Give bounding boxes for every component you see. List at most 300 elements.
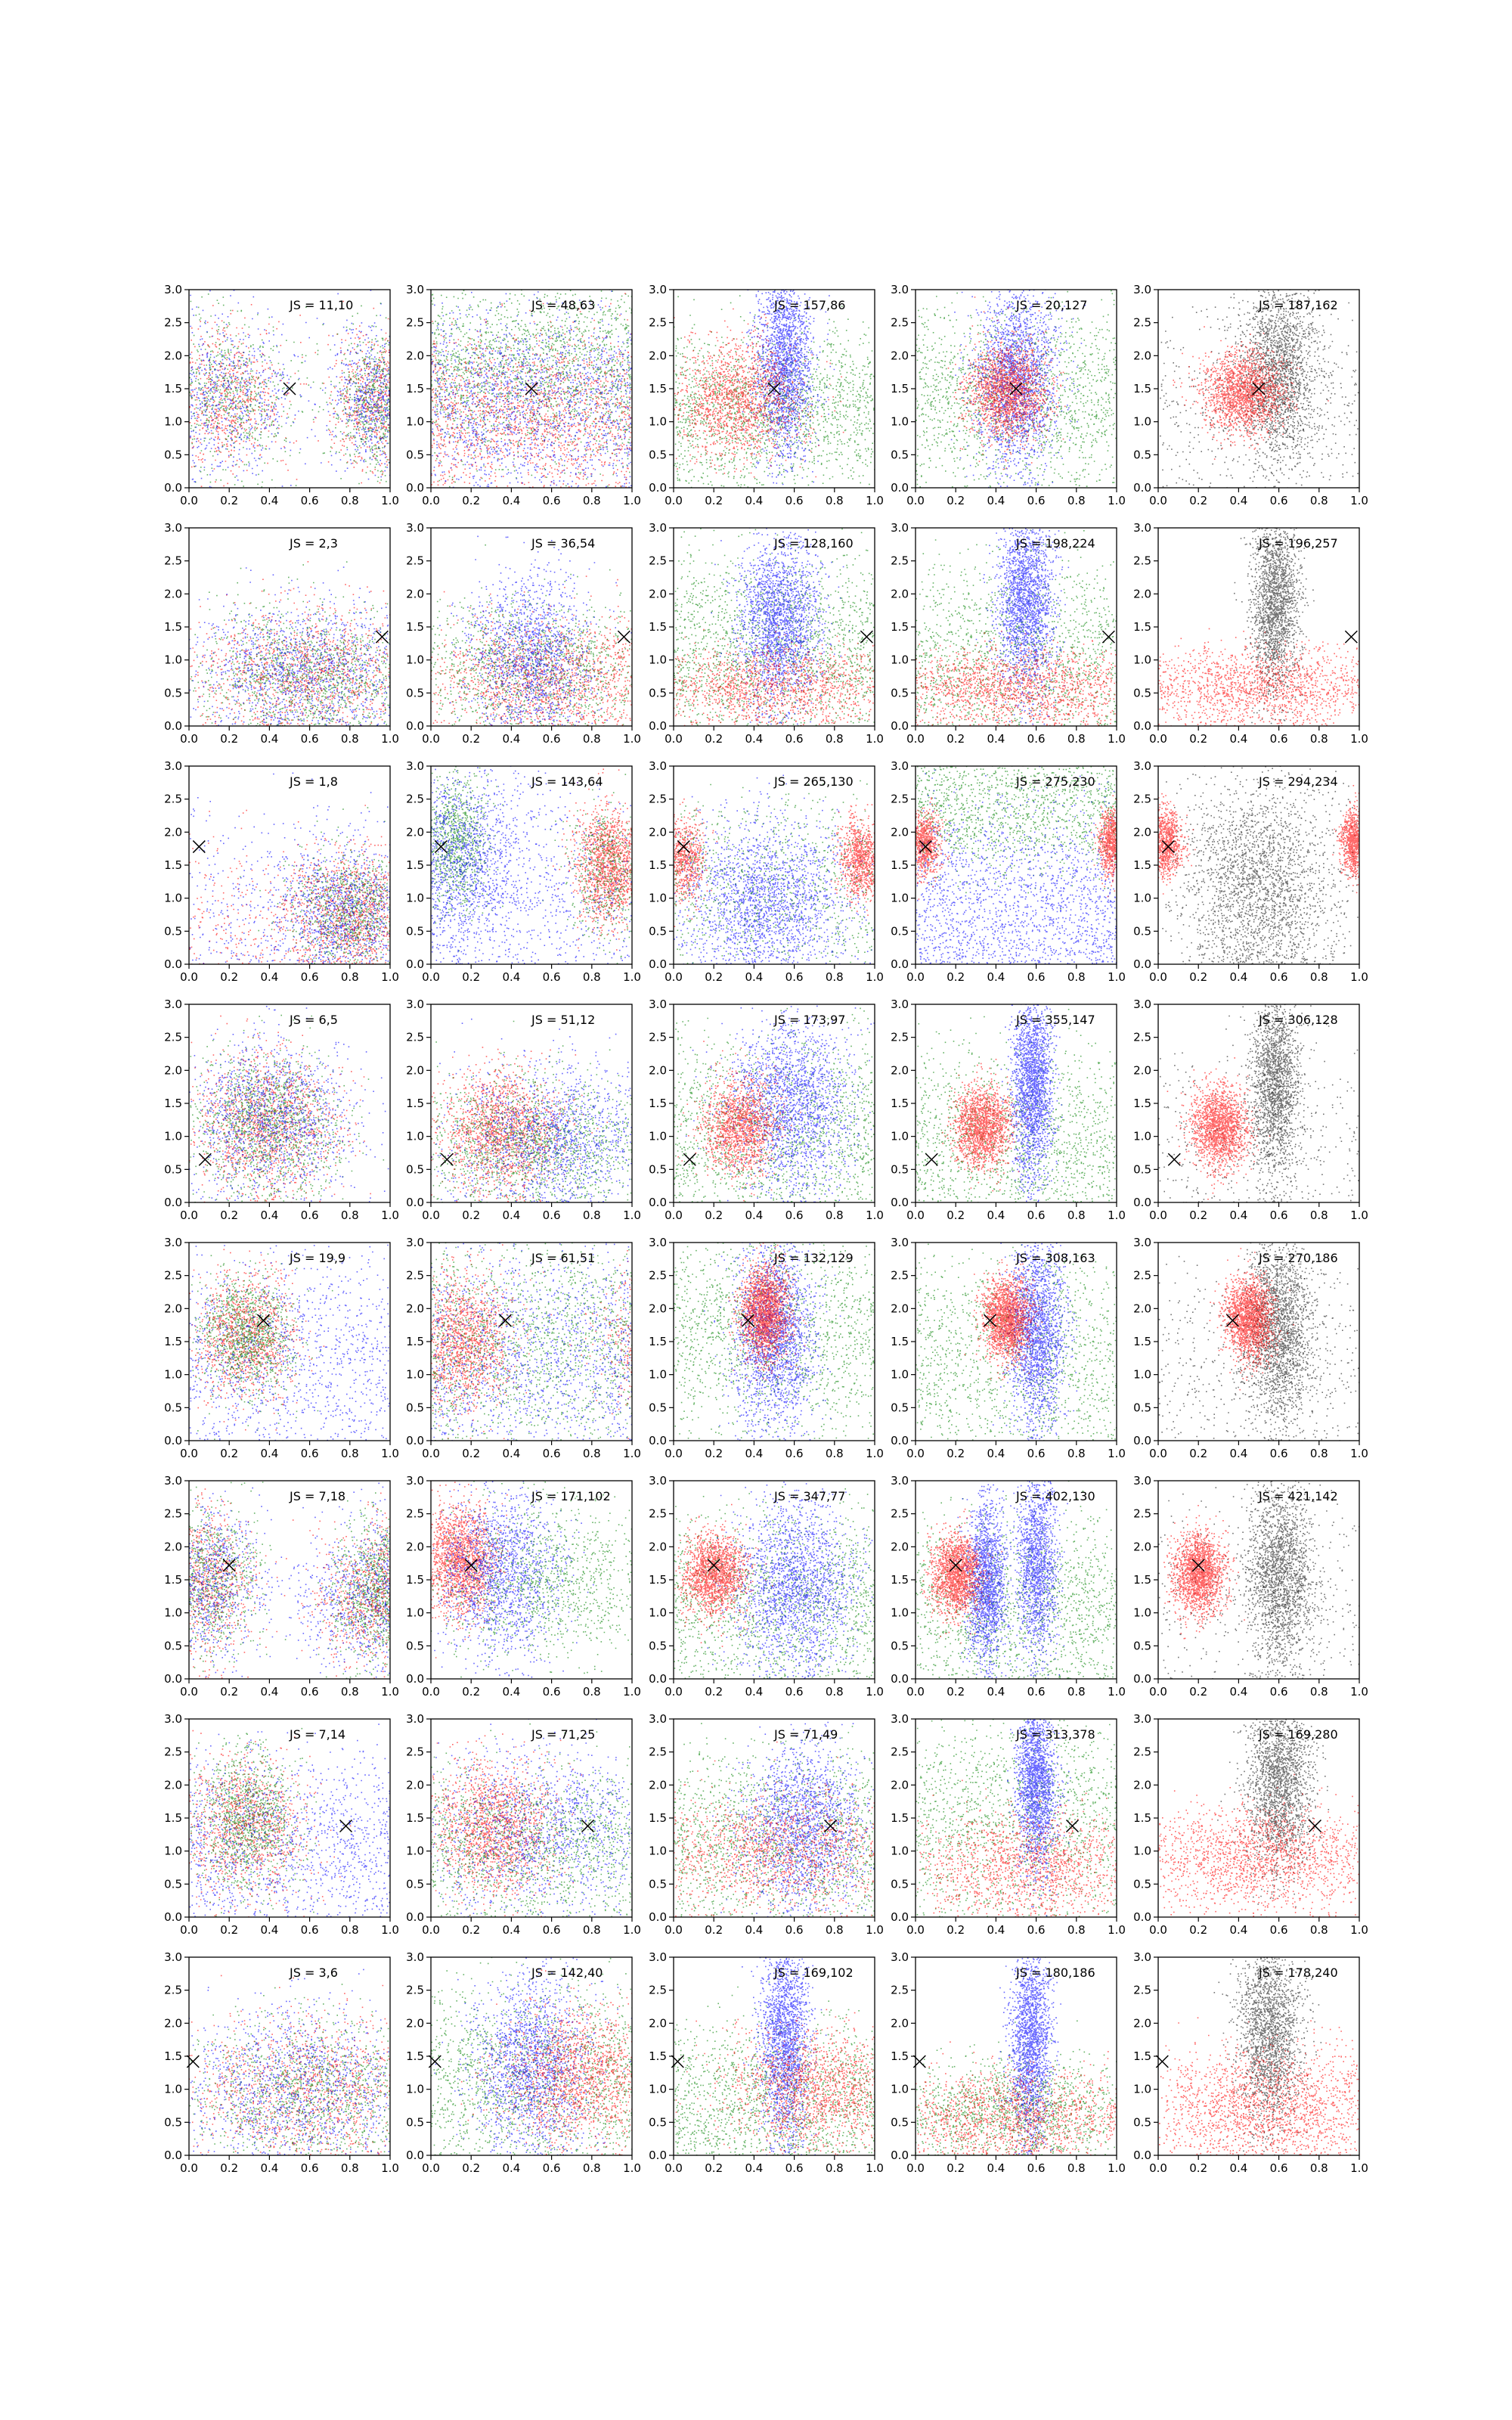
y-tick-label: 0.5 — [649, 448, 667, 462]
x-tick-label: 0.6 — [542, 2161, 561, 2175]
x-tick-label: 1.0 — [1350, 1685, 1368, 1699]
cross-marker — [525, 383, 538, 395]
y-tick-label: 1.5 — [164, 620, 182, 634]
x-tick-label: 0.4 — [1229, 1447, 1248, 1460]
y-tick-label: 3.0 — [649, 1474, 667, 1488]
y-tick-label: 1.5 — [1133, 620, 1151, 634]
x-tick-label: 0.2 — [947, 1447, 965, 1460]
panel-points — [104, 561, 542, 728]
y-tick-label: 2.5 — [891, 1983, 909, 1997]
x-tick-label: 0.4 — [502, 494, 521, 507]
x-tick-label: 1.0 — [623, 1685, 641, 1699]
panel-points — [793, 436, 1237, 728]
panel-7-5 — [1018, 1617, 1492, 1938]
axes-frame — [674, 1719, 875, 1917]
point-series-red-1 — [124, 561, 543, 727]
point-series-red-3 — [1173, 326, 1328, 459]
y-tick-label: 1.0 — [164, 653, 182, 667]
y-tick-label: 3.0 — [891, 759, 909, 773]
y-tick-label: 0.0 — [1133, 2149, 1151, 2162]
y-tick-label: 3.0 — [891, 1712, 909, 1726]
x-tick-label: 0.6 — [1027, 2161, 1046, 2175]
y-tick-label: 2.5 — [1133, 315, 1151, 330]
y-tick-label: 1.0 — [406, 414, 424, 429]
y-tick-label: 1.5 — [891, 1573, 909, 1587]
x-tick-label: 0.2 — [947, 732, 965, 746]
x-tick-label: 1.0 — [866, 732, 884, 746]
x-tick-label: 0.8 — [582, 1208, 601, 1222]
x-tick-label: 1.0 — [381, 494, 399, 507]
x-tick-label: 0.8 — [340, 1685, 359, 1699]
y-tick-label: 1.0 — [891, 2082, 909, 2096]
js-label: JS = 1,8 — [290, 774, 338, 789]
x-tick-label: 0.0 — [665, 1208, 683, 1222]
x-tick-label: 0.4 — [502, 1685, 521, 1699]
y-tick-label: 1.0 — [164, 1129, 182, 1143]
point-series-green-1 — [916, 705, 1118, 910]
panel-8-2 — [406, 1928, 717, 2175]
y-tick-label: 2.5 — [649, 1030, 667, 1044]
y-tick-label: 1.0 — [649, 2082, 667, 2096]
x-tick-label: 1.0 — [1108, 732, 1126, 746]
y-tick-label: 1.0 — [1133, 1606, 1151, 1620]
y-tick-label: 2.5 — [1133, 1506, 1151, 1521]
x-tick-label: 0.2 — [220, 732, 239, 746]
y-tick-label: 0.0 — [891, 2149, 909, 2162]
js-label: JS = 270,186 — [1259, 1251, 1338, 1265]
panel-4-3 — [649, 964, 886, 1222]
panel-points — [674, 1157, 875, 1441]
point-series-red-3 — [643, 306, 844, 489]
x-tick-label: 0.6 — [1269, 1447, 1288, 1460]
y-tick-label: 1.5 — [1133, 1335, 1151, 1348]
y-tick-label: 2.0 — [406, 1540, 424, 1554]
x-tick-label: 0.6 — [300, 1923, 319, 1937]
panel-points — [332, 1717, 753, 1919]
x-tick-label: 1.0 — [623, 1447, 641, 1460]
point-series-green-3 — [431, 1717, 633, 1919]
js-label: JS = 132,129 — [774, 1251, 854, 1265]
x-tick-label: 0.6 — [542, 1447, 561, 1460]
y-tick-label: 2.0 — [1133, 1302, 1151, 1316]
y-tick-label: 1.5 — [406, 1335, 424, 1348]
x-tick-label: 0.8 — [582, 970, 601, 984]
x-tick-label: 0.8 — [825, 1685, 844, 1699]
js-label: JS = 178,240 — [1259, 1965, 1338, 1980]
y-tick-label: 2.5 — [1133, 554, 1151, 568]
y-tick-label: 2.0 — [649, 2016, 667, 2031]
axes-frame — [916, 1004, 1117, 1202]
y-tick-label: 2.5 — [1133, 792, 1151, 806]
y-tick-label: 0.5 — [164, 1162, 182, 1177]
y-tick-label: 3.0 — [649, 521, 667, 535]
y-tick-label: 1.5 — [164, 1335, 182, 1348]
x-tick-label: 0.8 — [582, 494, 601, 507]
y-tick-label: 1.0 — [649, 1129, 667, 1143]
x-tick-label: 0.2 — [220, 2161, 239, 2175]
y-tick-label: 0.0 — [406, 2149, 424, 2162]
y-tick-label: 2.5 — [891, 315, 909, 330]
y-tick-label: 0.0 — [1133, 1434, 1151, 1447]
panel-3-3 — [600, 726, 909, 984]
y-tick-label: 2.0 — [1133, 587, 1151, 601]
panel-5-5 — [1133, 1173, 1368, 1460]
x-tick-label: 0.0 — [665, 1447, 683, 1460]
x-tick-label: 1.0 — [623, 732, 641, 746]
y-tick-label: 3.0 — [164, 997, 182, 1011]
x-tick-label: 0.0 — [1149, 1685, 1167, 1699]
y-tick-label: 2.5 — [406, 1983, 424, 1997]
axes-frame — [1158, 1004, 1359, 1202]
x-tick-label: 0.6 — [1027, 494, 1046, 507]
x-tick-label: 1.0 — [1350, 732, 1368, 746]
x-tick-label: 1.0 — [381, 1208, 399, 1222]
y-tick-label: 3.0 — [649, 1950, 667, 1964]
axes-frame — [189, 1957, 390, 2155]
cross-marker — [618, 631, 630, 643]
y-tick-label: 2.5 — [406, 554, 424, 568]
panel-7-3 — [561, 1675, 1083, 1937]
x-tick-label: 0.6 — [1269, 494, 1288, 507]
x-tick-label: 0.0 — [906, 732, 925, 746]
js-label: JS = 71,25 — [531, 1727, 596, 1742]
point-series-blue-2 — [955, 1456, 1021, 1679]
point-series-blue-2 — [951, 221, 1086, 489]
point-series-red-3 — [561, 1742, 1083, 1918]
y-tick-label: 1.0 — [406, 653, 424, 667]
y-tick-label: 0.5 — [1133, 1162, 1151, 1177]
y-tick-label: 3.0 — [891, 997, 909, 1011]
y-tick-label: 2.0 — [1133, 2016, 1151, 2031]
y-tick-label: 2.5 — [1133, 1745, 1151, 1759]
y-tick-label: 0.0 — [649, 2149, 667, 2162]
y-tick-label: 0.0 — [164, 1434, 182, 1447]
point-series-green-4 — [674, 726, 875, 965]
y-tick-label: 2.0 — [891, 825, 909, 839]
x-tick-label: 0.0 — [906, 2161, 925, 2175]
x-tick-label: 0.8 — [1067, 970, 1086, 984]
y-tick-label: 3.0 — [164, 1474, 182, 1488]
point-series-green-1 — [916, 526, 1117, 726]
axes-frame — [189, 1243, 390, 1441]
x-tick-label: 0.4 — [745, 1923, 764, 1937]
y-tick-label: 2.5 — [891, 554, 909, 568]
y-tick-label: 0.5 — [891, 1162, 909, 1177]
x-tick-label: 0.8 — [340, 2161, 359, 2175]
x-tick-label: 0.4 — [745, 1685, 764, 1699]
x-tick-label: 0.2 — [462, 494, 481, 507]
y-tick-label: 2.0 — [406, 825, 424, 839]
y-tick-label: 1.5 — [891, 620, 909, 634]
point-series-red-3 — [1332, 785, 1374, 893]
x-tick-label: 0.2 — [1189, 732, 1208, 746]
y-tick-label: 1.0 — [164, 1367, 182, 1382]
x-tick-label: 0.6 — [785, 2161, 804, 2175]
y-tick-label: 2.0 — [406, 587, 424, 601]
y-tick-label: 2.5 — [649, 554, 667, 568]
js-label: JS = 7,18 — [290, 1489, 346, 1503]
x-tick-label: 0.2 — [705, 732, 723, 746]
y-tick-label: 2.0 — [649, 1540, 667, 1554]
panel-points — [674, 1872, 978, 2157]
y-tick-label: 1.0 — [891, 414, 909, 429]
y-tick-label: 0.0 — [164, 481, 182, 495]
x-tick-label: 0.2 — [1189, 2161, 1208, 2175]
point-series-red-3 — [1167, 1057, 1271, 1200]
x-tick-label: 0.2 — [705, 494, 723, 507]
y-tick-label: 0.0 — [1133, 1910, 1151, 1924]
x-tick-label: 0.0 — [906, 1923, 925, 1937]
y-tick-label: 1.5 — [891, 382, 909, 396]
y-tick-label: 2.5 — [649, 315, 667, 330]
y-tick-label: 1.0 — [164, 891, 182, 905]
x-tick-label: 0.4 — [987, 1208, 1005, 1222]
axes-frame — [916, 1719, 1117, 1917]
x-tick-label: 0.6 — [300, 732, 319, 746]
x-tick-label: 1.0 — [866, 1685, 884, 1699]
x-tick-label: 1.0 — [381, 2161, 399, 2175]
y-tick-label: 3.0 — [1133, 1236, 1151, 1249]
y-tick-label: 2.0 — [649, 1063, 667, 1078]
y-tick-label: 1.0 — [649, 1367, 667, 1382]
x-tick-label: 0.2 — [947, 2161, 965, 2175]
x-tick-label: 0.0 — [1149, 1447, 1167, 1460]
y-tick-label: 2.5 — [164, 1268, 182, 1283]
y-tick-label: 1.0 — [1133, 1844, 1151, 1858]
x-tick-label: 1.0 — [1108, 494, 1126, 507]
y-tick-label: 0.5 — [164, 448, 182, 462]
x-tick-label: 0.8 — [340, 970, 359, 984]
y-tick-label: 2.0 — [406, 1063, 424, 1078]
x-tick-label: 0.4 — [745, 1208, 764, 1222]
panel-points — [900, 703, 1129, 966]
y-tick-label: 3.0 — [1133, 1950, 1151, 1964]
js-label: JS = 61,51 — [531, 1251, 596, 1265]
x-tick-label: 0.4 — [1229, 970, 1248, 984]
x-tick-label: 0.0 — [422, 1447, 440, 1460]
y-tick-label: 1.5 — [406, 858, 424, 872]
y-tick-label: 1.0 — [1133, 653, 1151, 667]
y-tick-label: 2.0 — [649, 1778, 667, 1792]
y-tick-label: 1.5 — [891, 1811, 909, 1825]
x-tick-label: 0.0 — [180, 732, 198, 746]
panel-points — [1158, 949, 1360, 1203]
y-tick-label: 0.5 — [406, 1877, 424, 1891]
cross-marker — [257, 1314, 269, 1326]
x-tick-label: 0.2 — [462, 1923, 481, 1937]
cross-marker — [925, 1153, 937, 1165]
x-tick-label: 0.2 — [705, 2161, 723, 2175]
y-tick-label: 1.5 — [406, 1097, 424, 1110]
x-tick-label: 0.4 — [502, 1923, 521, 1937]
axes-frame — [1158, 766, 1359, 964]
y-tick-label: 2.5 — [649, 1268, 667, 1283]
x-tick-label: 0.8 — [1309, 732, 1328, 746]
x-tick-label: 0.8 — [1309, 494, 1328, 507]
x-tick-label: 0.6 — [785, 1923, 804, 1937]
axes-frame — [189, 1004, 390, 1202]
x-tick-label: 0.4 — [1229, 1685, 1248, 1699]
y-tick-label: 3.0 — [406, 1474, 424, 1488]
js-label: JS = 196,257 — [1259, 536, 1338, 551]
y-tick-label: 0.0 — [164, 2149, 182, 2162]
x-tick-label: 0.8 — [1067, 732, 1086, 746]
y-tick-label: 1.0 — [891, 653, 909, 667]
y-tick-label: 2.0 — [649, 349, 667, 363]
y-tick-label: 1.0 — [1133, 2082, 1151, 2096]
y-tick-label: 1.5 — [1133, 858, 1151, 872]
x-tick-label: 0.6 — [542, 970, 561, 984]
y-tick-label: 1.5 — [649, 620, 667, 634]
x-tick-label: 0.6 — [542, 732, 561, 746]
js-label: JS = 347,77 — [774, 1489, 846, 1503]
x-tick-label: 0.0 — [906, 494, 925, 507]
y-tick-label: 0.0 — [406, 1434, 424, 1447]
x-tick-label: 0.6 — [785, 1447, 804, 1460]
point-series-green-2 — [79, 1975, 542, 2156]
y-tick-label: 2.0 — [164, 587, 182, 601]
js-label: JS = 173,97 — [774, 1013, 846, 1027]
y-tick-label: 0.5 — [649, 1877, 667, 1891]
y-tick-label: 1.5 — [164, 1811, 182, 1825]
js-label: JS = 306,128 — [1259, 1013, 1338, 1027]
x-tick-label: 0.6 — [785, 1685, 804, 1699]
axes-frame — [431, 528, 632, 726]
y-tick-label: 0.0 — [406, 957, 424, 971]
point-series-black-1 — [1219, 1426, 1340, 1680]
x-tick-label: 1.0 — [866, 1447, 884, 1460]
y-tick-label: 3.0 — [1133, 1712, 1151, 1726]
y-tick-label: 2.0 — [649, 1302, 667, 1316]
point-series-red-3 — [762, 2041, 1252, 2156]
x-tick-label: 0.8 — [825, 1208, 844, 1222]
axes-frame — [431, 1957, 632, 2155]
x-tick-label: 0.4 — [987, 494, 1005, 507]
y-tick-label: 1.0 — [649, 891, 667, 905]
point-series-red-3 — [831, 804, 896, 916]
x-tick-label: 0.4 — [260, 494, 279, 507]
y-tick-label: 0.0 — [164, 719, 182, 733]
x-tick-label: 0.0 — [422, 1685, 440, 1699]
y-tick-label: 3.0 — [649, 759, 667, 773]
x-tick-label: 0.0 — [422, 1208, 440, 1222]
y-tick-label: 2.5 — [1133, 1983, 1151, 1997]
x-tick-label: 0.0 — [906, 1447, 925, 1460]
x-tick-label: 1.0 — [1350, 1208, 1368, 1222]
y-tick-label: 1.0 — [1133, 891, 1151, 905]
x-tick-label: 0.6 — [1269, 970, 1288, 984]
x-tick-label: 0.2 — [947, 970, 965, 984]
x-tick-label: 0.8 — [340, 1208, 359, 1222]
y-tick-label: 0.5 — [1133, 686, 1151, 700]
panel-points — [600, 726, 909, 966]
x-tick-label: 0.6 — [1027, 1208, 1046, 1222]
y-tick-label: 2.5 — [406, 315, 424, 330]
y-tick-label: 1.0 — [406, 891, 424, 905]
js-label: JS = 142,40 — [531, 1965, 603, 1980]
y-tick-label: 2.0 — [1133, 1540, 1151, 1554]
x-tick-label: 1.0 — [623, 1208, 641, 1222]
panel-1-5 — [1133, 218, 1368, 508]
js-label: JS = 275,230 — [1016, 774, 1095, 789]
panel-2-5 — [942, 427, 1512, 746]
x-tick-label: 0.2 — [220, 1923, 239, 1937]
y-tick-label: 0.0 — [891, 719, 909, 733]
x-tick-label: 0.4 — [987, 1923, 1005, 1937]
y-tick-label: 2.0 — [1133, 1063, 1151, 1078]
y-tick-label: 0.0 — [891, 1910, 909, 1924]
y-tick-label: 2.5 — [164, 792, 182, 806]
y-tick-label: 3.0 — [891, 1950, 909, 1964]
panel-2-1 — [104, 521, 542, 746]
x-tick-label: 0.2 — [947, 494, 965, 507]
y-tick-label: 0.5 — [649, 686, 667, 700]
x-tick-label: 0.6 — [1269, 1208, 1288, 1222]
y-tick-label: 2.5 — [891, 1745, 909, 1759]
point-series-blue-5 — [190, 758, 392, 966]
x-tick-label: 0.2 — [220, 494, 239, 507]
y-tick-label: 1.0 — [891, 1367, 909, 1382]
js-label: JS = 3,6 — [290, 1965, 338, 1980]
x-tick-label: 1.0 — [381, 1923, 399, 1937]
x-tick-label: 0.8 — [340, 1447, 359, 1460]
y-tick-label: 3.0 — [406, 283, 424, 296]
y-tick-label: 2.0 — [649, 825, 667, 839]
js-label: JS = 171,102 — [531, 1489, 611, 1503]
y-tick-label: 3.0 — [891, 1474, 909, 1488]
x-tick-label: 0.4 — [502, 1447, 521, 1460]
y-tick-label: 1.0 — [406, 1129, 424, 1143]
js-label: JS = 294,234 — [1259, 774, 1338, 789]
y-tick-label: 3.0 — [891, 283, 909, 296]
y-tick-label: 2.5 — [164, 315, 182, 330]
x-tick-label: 0.4 — [745, 970, 764, 984]
y-tick-label: 2.0 — [649, 587, 667, 601]
y-tick-label: 0.0 — [891, 1434, 909, 1447]
point-series-green-1 — [674, 1981, 875, 2156]
y-tick-label: 2.5 — [164, 1983, 182, 1997]
x-tick-label: 1.0 — [623, 2161, 641, 2175]
x-tick-label: 0.4 — [987, 732, 1005, 746]
y-tick-label: 0.5 — [164, 2115, 182, 2130]
x-tick-label: 0.0 — [1149, 732, 1167, 746]
y-tick-label: 2.5 — [406, 1745, 424, 1759]
x-tick-label: 0.0 — [180, 1208, 198, 1222]
y-tick-label: 1.5 — [1133, 1097, 1151, 1110]
y-tick-label: 1.5 — [164, 858, 182, 872]
x-tick-label: 0.2 — [462, 1208, 481, 1222]
x-tick-label: 1.0 — [866, 1208, 884, 1222]
y-tick-label: 1.5 — [164, 1097, 182, 1110]
y-tick-label: 0.5 — [164, 1639, 182, 1653]
x-tick-label: 0.0 — [180, 1923, 198, 1937]
y-tick-label: 1.5 — [1133, 1573, 1151, 1587]
y-tick-label: 1.5 — [891, 2049, 909, 2063]
x-tick-label: 1.0 — [866, 494, 884, 507]
y-tick-label: 0.5 — [406, 1162, 424, 1177]
x-tick-label: 0.4 — [987, 1685, 1005, 1699]
x-tick-label: 0.6 — [1027, 732, 1046, 746]
point-series-blue-3 — [189, 1215, 391, 1441]
panel-1-2 — [406, 222, 641, 507]
x-tick-label: 0.0 — [906, 970, 925, 984]
x-tick-label: 0.6 — [785, 1208, 804, 1222]
y-tick-label: 0.0 — [891, 1672, 909, 1686]
x-tick-label: 0.6 — [300, 1208, 319, 1222]
x-tick-label: 0.8 — [1067, 2161, 1086, 2175]
panel-4-2 — [331, 997, 756, 1222]
x-tick-label: 0.6 — [300, 970, 319, 984]
